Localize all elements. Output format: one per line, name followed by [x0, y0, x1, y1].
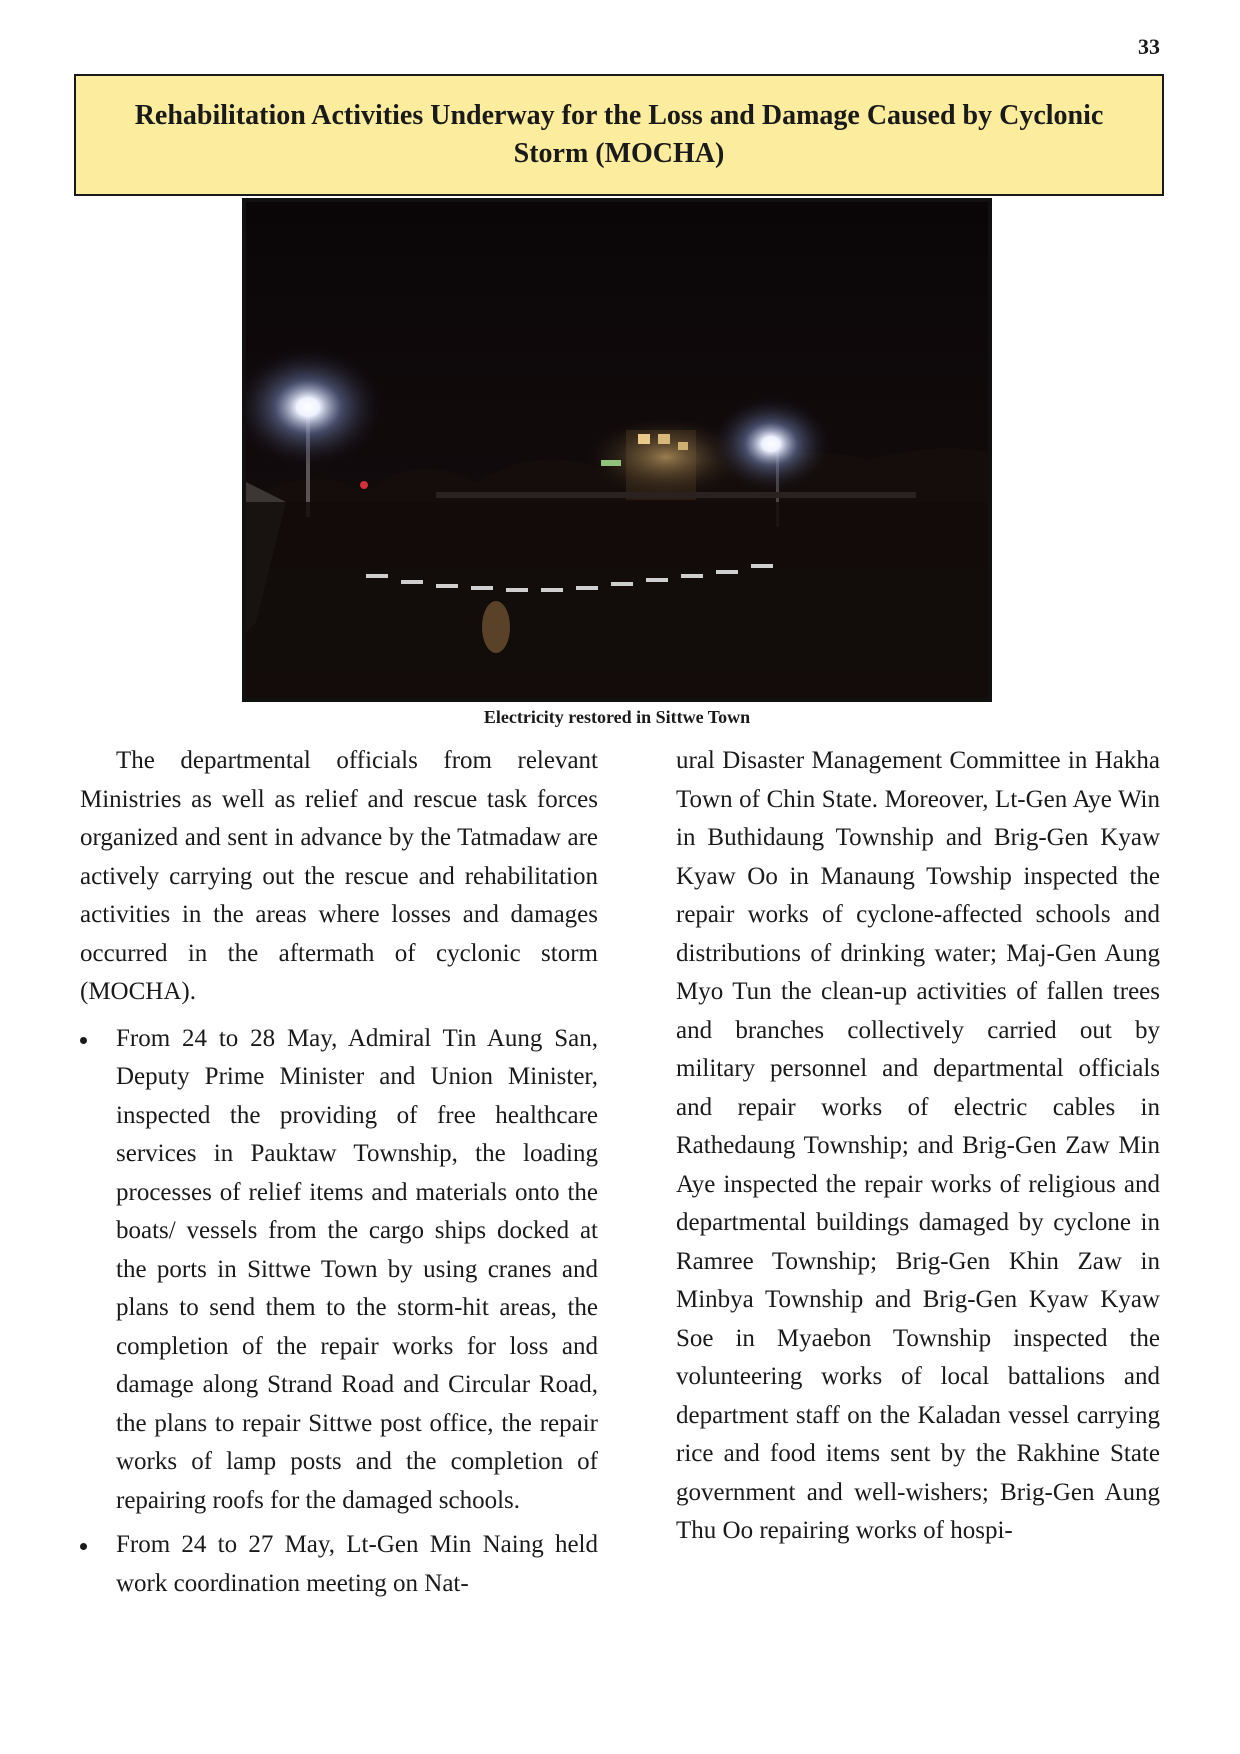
page-number: 33 — [1138, 34, 1160, 59]
right-column — [676, 742, 1160, 1551]
lit-window — [638, 434, 650, 444]
page-title: Rehabilitation Activities Underway for the Loss and Damage Caused by Cyclonic Storm (MOCHA) — [134, 100, 1104, 169]
foreground-figure — [482, 601, 510, 653]
lit-window — [678, 442, 688, 450]
street-lamp-glow — [711, 396, 831, 492]
ground — [246, 502, 988, 698]
lit-window — [658, 434, 670, 444]
title-box — [74, 74, 1164, 196]
lit-window — [601, 460, 621, 466]
photo-illustration — [246, 202, 988, 698]
intro-paragraph: The departmental officials from relevant Ministries as well as relief and rescue task forces organized and sent in advance by the Tatmadaw are actively carrying out the rescue and rehabilitation activities in the areas where losses and damages occurred in the aftermath of cyclonic storm (MOCHA). — [80, 747, 598, 1005]
night-street-photo — [242, 198, 992, 702]
red-light — [360, 481, 368, 489]
left-column — [80, 742, 598, 1609]
bullet-item: From 24 to 28 May, Admiral Tin Aung San, Deputy Prime Minister and Union Minister, inspected the providing of free healthcare services in Pauktaw Township, the loading processes of relief items and materials onto the boats/ vessels from the cargo ships docked at the ports in Sittwe Town by using cranes and plans to send them to the storm-hit areas, the completion of the repair works for loss and damage along Strand Road and Circular Road, the plans to repair Sittwe post office, the repair works of lamp posts and the completion of repairing roofs for the damaged schools. — [80, 1020, 598, 1521]
right-column-paragraph: ural Disaster Management Committee in Hakha Town of Chin State. Moreover, Lt-Gen Aye Win in Buthidaung Township and Brig-Gen Kyaw Kyaw Oo in Manaung Towship inspected the repair works of cyclone-affected schools and distributions of drinking water; Maj-Gen Aung Myo Tun the clean-up activities of fallen trees and branches collectively carried out by military personnel and departmental officials and repair works of electric cables in Rathedaung Township; and Brig-Gen Zaw Min Aye inspected the repair works of religious and departmental buildings damaged by cyclone in Ramree Township; Brig-Gen Khin Zaw in Minbya Township and Brig-Gen Kyaw Kyaw Soe in Myaebon Township inspected the volunteering works of local battalions and department staff on the Kaladan vessel carrying rice and food items sent by the Rakhine State government and well-wishers; Brig-Gen Aung Thu Oo repairing works of hospi- — [676, 747, 1160, 1544]
bullet-list — [80, 1020, 598, 1604]
bullet-item: From 24 to 27 May, Lt-Gen Min Naing held work coordination meeting on Nat- — [80, 1526, 598, 1603]
fence — [436, 492, 916, 498]
photo-caption: Electricity restored in Sittwe Town — [483, 707, 751, 727]
